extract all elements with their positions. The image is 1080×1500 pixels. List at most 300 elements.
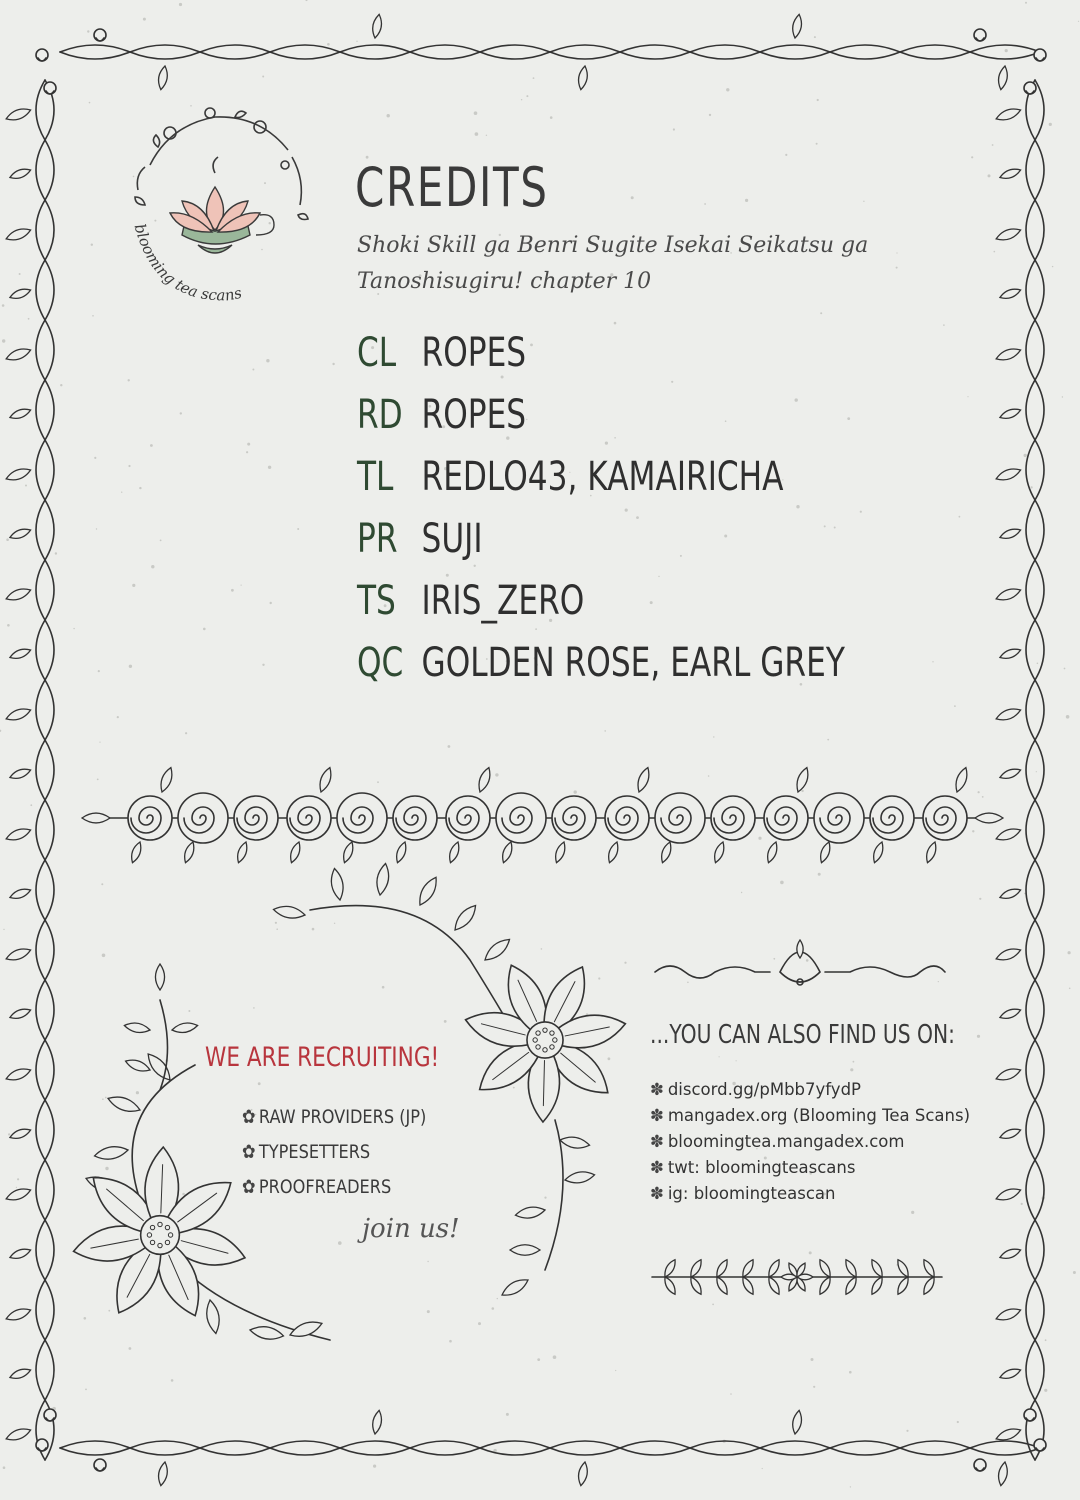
bud-icon xyxy=(1034,1439,1046,1451)
paper-speckle xyxy=(814,36,816,38)
credits-title: CREDITS xyxy=(355,156,549,219)
leaf-icon xyxy=(420,877,436,905)
paper-speckle xyxy=(780,881,784,885)
leaf-icon xyxy=(10,889,31,898)
social-link[interactable] xyxy=(650,1132,904,1151)
paper-speckle xyxy=(526,419,527,420)
leaf-icon xyxy=(1000,409,1021,418)
leaf-icon xyxy=(691,1260,701,1277)
leaf-icon xyxy=(996,829,1020,840)
leaf-icon xyxy=(821,842,830,863)
leaf-icon xyxy=(797,940,803,958)
paper-speckle xyxy=(0,730,1,732)
paper-speckle xyxy=(98,670,100,672)
leaf-icon xyxy=(397,842,406,863)
rose-icon xyxy=(923,796,967,840)
paper-speckle xyxy=(97,779,99,781)
flower-bullet-icon: ✽ xyxy=(650,1132,664,1151)
paper-speckle xyxy=(1052,266,1053,267)
role-label: CL xyxy=(357,330,397,376)
paper-speckle xyxy=(6,538,9,541)
paper-speckle xyxy=(533,77,535,79)
paper-speckle xyxy=(387,114,390,117)
paper-speckle xyxy=(262,76,264,78)
leaf-icon xyxy=(872,1277,882,1294)
role-label: TL xyxy=(357,454,394,500)
leaf-icon xyxy=(10,529,31,538)
paper-speckle xyxy=(427,1310,430,1313)
leaf-icon xyxy=(6,1309,30,1320)
paper-speckle xyxy=(486,135,487,136)
paper-speckle xyxy=(7,624,10,627)
leaf-icon xyxy=(250,1327,283,1339)
leaf-icon xyxy=(6,349,30,360)
leaf-icon xyxy=(579,66,588,90)
paper-speckle xyxy=(725,420,727,422)
recruit-item-label: RAW PROVIDERS (JP) xyxy=(258,1106,427,1128)
paper-speckle xyxy=(537,1358,540,1361)
leaf-icon xyxy=(6,1429,30,1440)
leaf-icon xyxy=(820,1277,830,1294)
paper-speckle xyxy=(3,929,4,930)
bud-icon xyxy=(1024,82,1036,94)
paper-speckle xyxy=(730,1393,732,1395)
paper-speckle xyxy=(971,156,973,158)
paper-speckle xyxy=(820,312,822,314)
paper-speckle xyxy=(253,1007,255,1009)
leaf-icon xyxy=(10,1009,31,1018)
paper-speckle xyxy=(332,363,334,365)
paper-speckle xyxy=(102,954,106,958)
paper-speckle xyxy=(179,3,182,6)
leaf-icon xyxy=(82,813,110,823)
paper-speckle xyxy=(526,95,528,97)
member-name: REDLO43, KAMAIRICHA xyxy=(421,454,784,500)
paper-speckle xyxy=(906,1430,908,1432)
paper-speckle xyxy=(938,981,939,982)
paper-speckle xyxy=(55,552,57,554)
leaf-icon xyxy=(560,1137,590,1148)
recruit-item xyxy=(242,1106,426,1128)
leaf-icon xyxy=(6,589,30,600)
rose-icon xyxy=(287,796,331,840)
leaf-icon xyxy=(927,842,936,863)
paper-speckle xyxy=(795,398,798,401)
paper-speckle xyxy=(449,1340,452,1343)
paper-speckle xyxy=(96,528,97,529)
paper-speckle xyxy=(268,466,271,469)
paper-speckle xyxy=(129,665,132,668)
recruiting-title: WE ARE RECRUITING! xyxy=(205,1042,440,1073)
leaf-icon xyxy=(6,709,30,720)
paper-speckle xyxy=(687,982,689,984)
vine-stroke xyxy=(36,80,54,1460)
paper-speckle xyxy=(762,1468,763,1469)
paper-speckle xyxy=(1068,951,1071,954)
paper-speckle xyxy=(180,412,182,414)
leaf-icon xyxy=(485,939,510,960)
paper-speckle xyxy=(704,203,706,205)
rose-icon xyxy=(128,796,172,840)
leaf-icon xyxy=(238,842,247,863)
leaf-icon xyxy=(975,813,1003,823)
role-label: RD xyxy=(357,392,403,438)
paper-speckle xyxy=(474,111,478,115)
logo-text: blooming tea scans xyxy=(130,221,244,305)
leaf-icon xyxy=(108,1097,140,1111)
leaf-icon xyxy=(1000,289,1021,298)
paper-speckle xyxy=(1069,988,1071,990)
bud-icon xyxy=(44,82,56,94)
member-name: IRIS_ZERO xyxy=(421,578,585,624)
paper-speckle xyxy=(709,114,711,116)
paper-speckle xyxy=(266,359,269,362)
paper-speckle xyxy=(102,1098,104,1100)
paper-speckle xyxy=(427,1261,428,1262)
paper-speckle xyxy=(959,516,961,518)
bud-icon xyxy=(94,29,106,41)
paper-speckle xyxy=(334,923,335,924)
paper-speckle xyxy=(1037,663,1039,665)
paper-speckle xyxy=(94,457,96,459)
leaf-icon xyxy=(185,842,194,863)
leaf-icon xyxy=(172,1023,198,1033)
leaf-icon xyxy=(159,66,168,90)
paper-speckle xyxy=(99,742,100,743)
leaf-icon xyxy=(924,1277,934,1294)
leaf-icon xyxy=(1000,889,1021,898)
paper-speckle xyxy=(834,527,836,529)
paper-speckle xyxy=(636,516,639,519)
leaf-icon xyxy=(1000,1129,1021,1138)
paper-speckle xyxy=(506,1413,509,1416)
paper-speckle xyxy=(185,732,187,734)
paper-speckle xyxy=(247,443,250,446)
paper-speckle xyxy=(105,1097,107,1099)
flower-bullet-icon: ✿ xyxy=(242,1106,256,1128)
leaf-icon xyxy=(291,842,300,863)
paper-speckle xyxy=(847,417,850,420)
leaf-icon xyxy=(331,868,343,900)
leaf-icon xyxy=(1000,529,1021,538)
member-name: SUJI xyxy=(421,516,483,562)
bud-icon xyxy=(1024,1409,1036,1421)
leaf-icon xyxy=(155,964,164,990)
social-link[interactable] xyxy=(650,1080,861,1099)
paper-speckle xyxy=(105,1167,108,1170)
leaf-icon xyxy=(999,1462,1008,1486)
paper-speckle xyxy=(712,1304,714,1306)
paper-speckle xyxy=(824,525,826,527)
paper-speckle xyxy=(853,1061,855,1063)
paper-speckle xyxy=(338,1241,342,1245)
flower-bullet-icon: ✽ xyxy=(650,1158,664,1177)
flower-icon xyxy=(141,1216,180,1255)
leaf-icon xyxy=(662,842,671,863)
leaf-icon xyxy=(373,1410,382,1434)
paper-speckle xyxy=(608,1057,611,1060)
leaf-icon xyxy=(924,1260,934,1277)
paper-speckle xyxy=(276,928,278,930)
credit-row xyxy=(357,454,783,510)
paper-speckle xyxy=(574,790,577,793)
paper-speckle xyxy=(3,1466,6,1469)
paper-speckle xyxy=(101,883,103,885)
paper-speckle xyxy=(1031,486,1033,488)
paper-speckle xyxy=(658,576,659,577)
paper-speckle xyxy=(801,790,803,792)
paper-speckle xyxy=(979,898,981,900)
leaf-icon xyxy=(1000,1369,1021,1378)
leaf-icon xyxy=(10,1369,31,1378)
leaf-icon xyxy=(565,1172,595,1183)
leaf-icon xyxy=(996,1189,1020,1200)
rose-icon xyxy=(446,796,490,840)
paper-speckle xyxy=(741,892,742,893)
paper-speckle xyxy=(673,128,675,130)
leaf-icon xyxy=(793,14,802,38)
leaf-icon xyxy=(846,1260,856,1277)
rose-icon xyxy=(814,793,864,843)
leaf-icon xyxy=(10,289,31,298)
paper-speckle xyxy=(680,555,682,557)
leaf-icon xyxy=(996,229,1020,240)
paper-speckle xyxy=(60,384,62,386)
link-text[interactable]: discord.gg/pMbb7yfydP xyxy=(667,1080,861,1099)
link-text[interactable]: twt: bloomingteascans xyxy=(667,1158,856,1177)
rose-icon xyxy=(552,796,596,840)
paper-speckle xyxy=(550,116,553,119)
rose-icon xyxy=(655,793,705,843)
flower-bullet-icon: ✽ xyxy=(650,1080,664,1099)
recruit-item xyxy=(242,1176,391,1198)
paper-speckle xyxy=(495,773,498,776)
recruit-item xyxy=(242,1141,370,1163)
bud-icon xyxy=(94,1459,106,1471)
leaf-icon xyxy=(6,1189,30,1200)
paper-speckle xyxy=(171,1379,174,1382)
leaf-icon xyxy=(1000,169,1021,178)
leaf-icon xyxy=(132,842,141,863)
flower-bullet-icon: ✽ xyxy=(650,1106,664,1125)
leaf-icon xyxy=(996,1309,1020,1320)
paper-speckle xyxy=(726,88,729,91)
paper-speckle xyxy=(614,322,617,325)
paper-speckle xyxy=(150,444,153,447)
paper-speckle xyxy=(2,339,5,342)
paper-speckle xyxy=(713,736,714,737)
link-text[interactable]: ig: bloomingteascan xyxy=(667,1184,836,1203)
role-label: PR xyxy=(357,516,398,562)
link-text[interactable]: bloomingtea.mangadex.com xyxy=(667,1132,905,1151)
paper-speckle xyxy=(297,528,299,530)
paper-speckle xyxy=(231,589,234,592)
paper-speckle xyxy=(860,511,862,513)
paper-speckle xyxy=(136,1091,139,1094)
paper-speckle xyxy=(258,1082,261,1085)
role-label: TS xyxy=(357,578,396,624)
member-name: GOLDEN ROSE, EARL GREY xyxy=(421,640,845,686)
leaf-icon xyxy=(996,109,1020,120)
social-link[interactable] xyxy=(650,1158,855,1177)
leaf-icon xyxy=(743,1260,753,1277)
paper-speckle xyxy=(818,873,821,876)
rose-icon xyxy=(764,796,808,840)
leaf-icon xyxy=(691,1277,701,1294)
paper-speckle xyxy=(92,315,94,317)
paper-speckle xyxy=(988,174,991,177)
paper-speckle xyxy=(1021,1203,1023,1205)
paper-speckle xyxy=(811,1358,814,1361)
leaf-icon xyxy=(665,1260,675,1277)
leaf-icon xyxy=(996,349,1020,360)
paper-speckle xyxy=(650,601,653,604)
paper-speckle xyxy=(17,1178,19,1180)
rose-icon xyxy=(178,793,228,843)
paper-speckle xyxy=(85,1389,87,1391)
rose-icon xyxy=(870,796,914,840)
leaf-icon xyxy=(874,842,883,863)
paper-speckle xyxy=(773,958,775,960)
leaf-icon xyxy=(159,1462,168,1486)
leaf-icon xyxy=(6,469,30,480)
paper-speckle xyxy=(671,381,673,383)
leaf-icon xyxy=(373,14,382,38)
leaf-icon xyxy=(556,842,565,863)
paper-speckle xyxy=(89,102,91,104)
leaf-icon xyxy=(999,66,1008,90)
leaf-icon xyxy=(996,589,1020,600)
paper-speckle xyxy=(25,485,27,487)
paper-speckle xyxy=(827,739,829,741)
leaf-icon xyxy=(996,1429,1020,1440)
paper-speckle xyxy=(478,1322,481,1325)
bud-icon xyxy=(974,29,986,41)
leaf-icon xyxy=(872,1260,882,1277)
bud-icon xyxy=(974,1459,986,1471)
paper-speckle xyxy=(943,324,945,326)
paper-speckle xyxy=(850,1068,853,1071)
paper-speckle xyxy=(957,1421,959,1423)
paper-speckle xyxy=(1045,1339,1047,1341)
paper-speckle xyxy=(615,1370,616,1371)
paper-speckle xyxy=(128,379,130,381)
paper-speckle xyxy=(614,437,616,439)
paper-speckle xyxy=(108,1310,110,1312)
paper-speckle xyxy=(982,796,984,798)
paper-speckle xyxy=(117,716,119,718)
leaf-icon xyxy=(10,1249,31,1258)
leaf-icon xyxy=(95,1147,128,1159)
paper-speckle xyxy=(994,251,996,253)
social-link[interactable] xyxy=(650,1106,970,1125)
paper-speckle xyxy=(553,1355,557,1359)
paper-speckle xyxy=(382,986,385,989)
paper-speckle xyxy=(604,730,606,732)
paper-speckle xyxy=(1036,771,1037,772)
paper-speckle xyxy=(275,922,277,924)
paper-speckle xyxy=(182,1193,185,1196)
member-name: ROPES xyxy=(421,330,527,376)
vine-stroke xyxy=(60,45,1040,59)
rose-icon xyxy=(711,796,755,840)
leaf-icon xyxy=(6,949,30,960)
paper-speckle xyxy=(809,1251,812,1254)
leaf-icon xyxy=(715,842,724,863)
leaf-icon xyxy=(898,1277,908,1294)
paper-speckle xyxy=(967,396,968,397)
paper-speckle xyxy=(327,43,330,46)
paper-speckle xyxy=(724,535,727,538)
social-link[interactable] xyxy=(650,1184,836,1203)
leaf-icon xyxy=(161,768,172,792)
paper-speckle xyxy=(84,1317,87,1320)
paper-speckle xyxy=(530,344,533,347)
paper-speckle xyxy=(91,244,93,246)
leaf-icon xyxy=(996,1069,1020,1080)
paper-speckle xyxy=(143,18,146,21)
paper-speckle xyxy=(8,1133,10,1135)
paper-speckle xyxy=(444,1020,447,1023)
credit-row xyxy=(357,578,584,634)
leaf-icon xyxy=(793,1410,802,1434)
leaf-icon xyxy=(10,649,31,658)
flower-branch xyxy=(545,1120,563,1270)
bud-icon xyxy=(36,1439,48,1451)
leaf-icon xyxy=(6,229,30,240)
leaf-icon xyxy=(273,906,305,918)
role-label: QC xyxy=(357,640,404,686)
paper-speckle xyxy=(1044,1389,1047,1392)
leaf-icon xyxy=(320,768,331,792)
paper-speckle xyxy=(796,505,799,508)
paper-speckle xyxy=(377,781,379,783)
leaf-icon xyxy=(6,109,30,120)
leaf-icon xyxy=(10,169,31,178)
paper-speckle xyxy=(312,928,315,931)
leaf-icon xyxy=(1000,769,1021,778)
rose-icon xyxy=(393,796,437,840)
paper-speckle xyxy=(813,1386,815,1388)
leaf-icon xyxy=(124,1023,150,1033)
paper-speckle xyxy=(541,948,543,950)
leaf-icon xyxy=(956,768,967,792)
paper-speckle xyxy=(132,584,135,587)
paper-speckle xyxy=(151,565,154,568)
leaf-icon xyxy=(450,842,459,863)
leaf-icon xyxy=(609,842,618,863)
leaf-icon xyxy=(743,1277,753,1294)
join-us-text: join us! xyxy=(362,1214,460,1244)
flower-bullet-icon: ✿ xyxy=(242,1176,256,1198)
recruit-item-label: PROOFREADERS xyxy=(258,1176,392,1198)
paper-speckle xyxy=(19,273,21,275)
paper-speckle xyxy=(356,41,357,42)
paper-speckle xyxy=(241,585,242,586)
link-text[interactable]: mangadex.org (Blooming Tea Scans) xyxy=(667,1106,971,1125)
paper-speckle xyxy=(1064,668,1066,670)
paper-speckle xyxy=(262,664,264,666)
credit-row xyxy=(357,516,483,572)
paper-speckle xyxy=(73,628,74,629)
flower-icon xyxy=(527,1022,563,1058)
leaf-icon xyxy=(126,1060,150,1071)
paper-speckle xyxy=(708,775,710,777)
leaf-icon xyxy=(638,768,649,792)
recruit-item-label: TYPESETTERS xyxy=(258,1141,371,1163)
paper-speckle xyxy=(16,1187,17,1188)
paper-speckle xyxy=(2,304,5,307)
